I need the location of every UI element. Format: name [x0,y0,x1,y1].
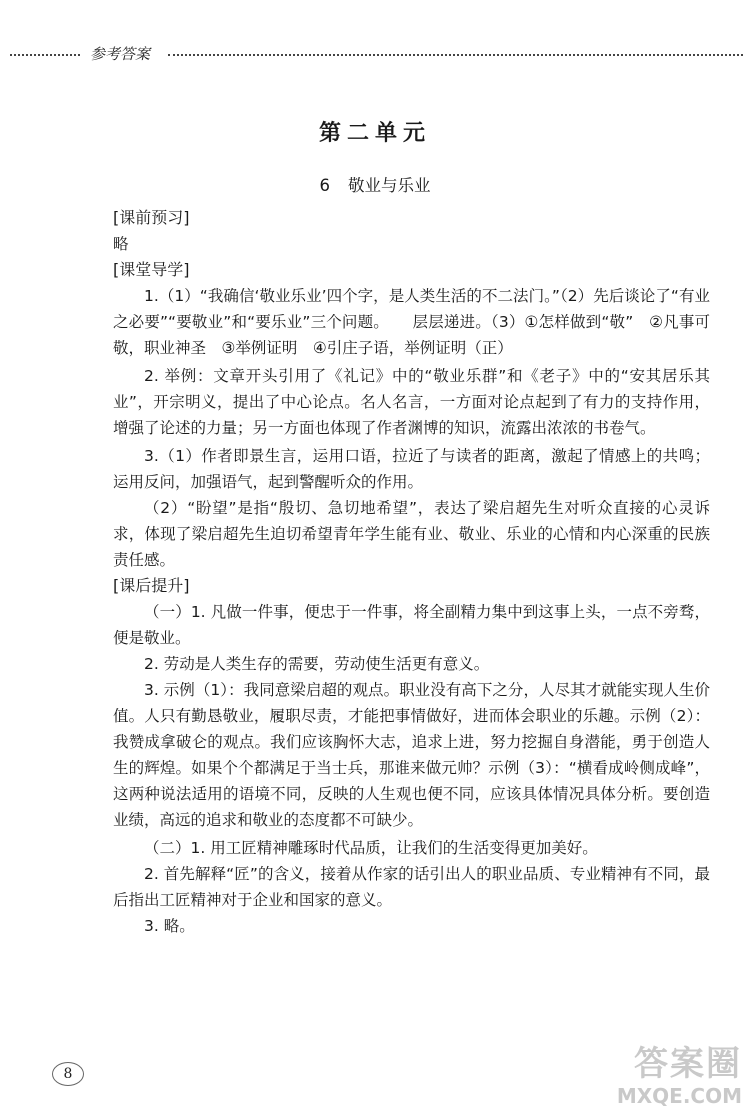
header-dotted-rule-left [10,54,80,56]
after-class-item-4: （二）1. 用工匠精神雕琢时代品质，让我们的生活变得更加美好。 [144,839,598,857]
page-number: 8 [52,1062,84,1086]
preview-answer: 略 [113,235,129,253]
lesson-number: 6 [319,176,330,195]
watermark-logo [602,1044,742,1112]
lesson-name: 敬业与乐业 [348,176,431,195]
watermark-url: MXQE.COM [616,1084,742,1108]
header-dotted-rule-right [168,54,743,56]
section-label-after-class: [课后提升] [113,576,190,595]
after-class-item-3: 3. 示例（1）：我同意梁启超的观点。职业没有高下之分，人尽其才就能实现人生价值。人只有勤恳敬业，履职尽责，才能把事情做好，进而体会职业的乐趣。示例（2）：我赞成拿破仑的观点。我们应该胸怀大志，追求上进，努力挖掘自身潜能，勇于创造人生的辉煌。如果个个都满足于当士兵，那谁来做元帅？示例（3）：“横看成岭侧成峰”，这两种说法适用的语境不同，反映的人生观也便不同，应该具体情况具体分析。要创造业绩，高远的追求和敬业的态度都不可缺少。 [113,681,710,829]
watermark-logo-text: 答案圈 [634,1044,742,1084]
after-class-item-1: （一）1. 凡做一件事，便忠于一件事，将全副精力集中到这事上头，一点不旁骛，便是敬业。 [113,603,710,647]
section-label-classroom: [课堂导学] [113,260,190,279]
classroom-item-1: 1.（1）“我确信‘敬业乐业’四个字，是人类生活的不二法门。”（2）先后谈论了“有业之必要”“要敬业”和“要乐业”三个问题。 层层递进。（3）①怎样做到“敬” ②凡事可敬，职业神圣 ③举例证明 ④引庄子语，举例证明（正） [113,287,710,357]
after-class-item-5: 2. 首先解释“匠”的含义，接着从作家的话引出人的职业品质、专业精神有不同，最后指出工匠精神对于企业和国家的意义。 [113,865,710,909]
section-label-preview: [课前预习] [113,208,190,227]
unit-title: 第二单元 [318,121,431,146]
classroom-item-3: 3.（1）作者即景生言，运用口语，拉近了与读者的距离，激起了情感上的共鸣；运用反问，加强语气，起到警醒听众的作用。 [113,447,710,491]
classroom-item-2: 2. 举例：文章开头引用了《礼记》中的“敬业乐群”和《老子》中的“安其居乐其业”，开宗明义，提出了中心论点。名人名言，一方面对论点起到了有力的支持作用，增强了论述的力量；另一方面也体现了作者渊博的知识，流露出浓浓的书卷气。 [113,367,710,437]
answer-content [113,205,710,939]
after-class-item-2: 2. 劳动是人类生存的需要，劳动使生活更有意义。 [144,655,490,673]
classroom-item-3-2: （2）“盼望”是指“殷切、急切地希望”，表达了梁启超先生对听众直接的心灵诉求，体现了梁启超先生迫切希望青年学生能有业、敬业、乐业的心情和内心深重的民族责任感。 [113,499,710,569]
header-title: 参考答案 [90,45,151,63]
lesson-title [0,172,750,196]
after-class-item-6: 3. 略。 [144,917,195,935]
